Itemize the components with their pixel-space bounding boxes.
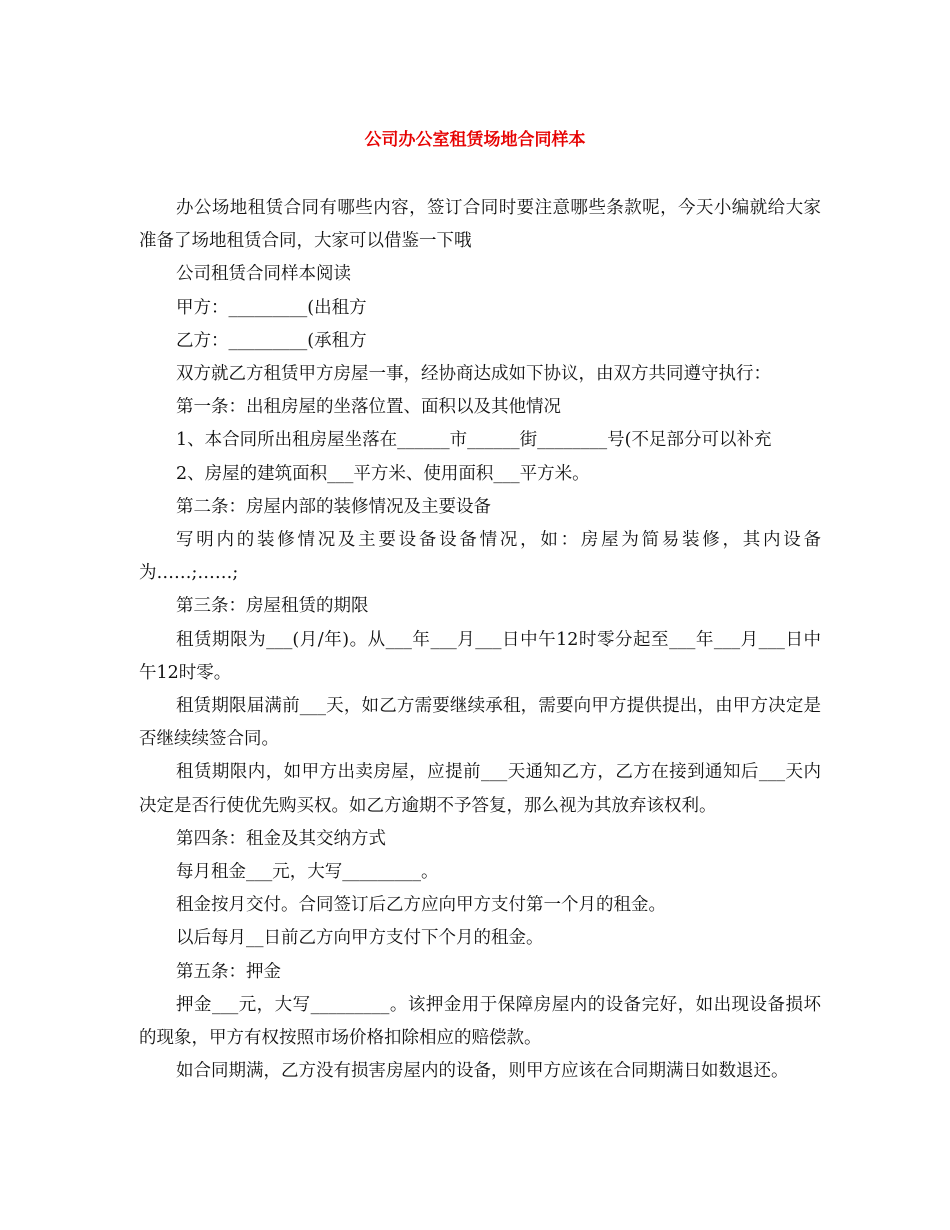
paragraph-decoration: 写明内的装修情况及主要设备设备情况，如：房屋为简易装修，其内设备为……;……; — [139, 530, 821, 584]
heading-article-1: 第一条：出租房屋的坐落位置、面积以及其他情况 — [176, 397, 561, 418]
paragraph-preemption: 租赁期限内，如甲方出卖房屋，应提前___天通知乙方，乙方在接到通知后___天内决定是否行使优先购买权。如乙方逾期不予答复，那么视为其放弃该权利。 — [139, 762, 821, 816]
paragraph-subtitle: 公司租赁合同样本阅读 — [176, 264, 351, 285]
paragraph-renewal: 租赁期限届满前___天，如乙方需要继续承租，需要向甲方提供提出，由甲方决定是否继续续签合同。 — [139, 696, 821, 750]
paragraph-party-b: 乙方：_________(承租方 — [176, 330, 367, 351]
paragraph-monthly-rent: 每月租金___元，大写_________。 — [176, 862, 439, 883]
heading-article-3: 第三条：房屋租赁的期限 — [176, 596, 369, 617]
paragraph-agreement: 双方就乙方租赁甲方房屋一事，经协商达成如下协议，由双方共同遵守执行： — [176, 364, 771, 385]
paragraph-location: 1、本合同所出租房屋坐落在______市______街________号(不足部分可以补充 — [176, 430, 772, 451]
paragraph-rent-schedule: 以后每月__日前乙方向甲方支付下个月的租金。 — [176, 928, 544, 949]
document-body — [139, 192, 821, 1088]
paragraph-area: 2、房屋的建筑面积___平方米、使用面积___平方米。 — [176, 463, 590, 484]
paragraph-deposit: 押金___元，大写_________。该押金用于保障房屋内的设备完好，如出现设备损坏的现象，甲方有权按照市场价格扣除相应的赔偿款。 — [139, 994, 821, 1049]
paragraph-intro: 办公场地租赁合同有哪些内容，签订合同时要注意哪些条款呢，今天小编就给大家准备了场地租赁合同，大家可以借鉴一下哦 — [139, 198, 821, 252]
document-title: 公司办公室租赁场地合同样本 — [364, 130, 586, 150]
paragraph-term: 租赁期限为___(月/年)。从___年___月___日中午12时零分起至___年___月___日中午12时零。 — [139, 629, 821, 683]
paragraph-party-a: 甲方：_________(出租方 — [176, 297, 367, 318]
paragraph-rent-payment: 租金按月交付。合同签订后乙方应向甲方支付第一个月的租金。 — [176, 895, 666, 916]
heading-article-2: 第二条：房屋内部的装修情况及主要设备 — [176, 496, 491, 517]
heading-article-5: 第五条：押金 — [176, 961, 281, 982]
heading-article-4: 第四条：租金及其交纳方式 — [176, 828, 386, 849]
paragraph-deposit-refund: 如合同期满，乙方没有损害房屋内的设备，则甲方应该在合同期满日如数退还。 — [176, 1061, 789, 1082]
